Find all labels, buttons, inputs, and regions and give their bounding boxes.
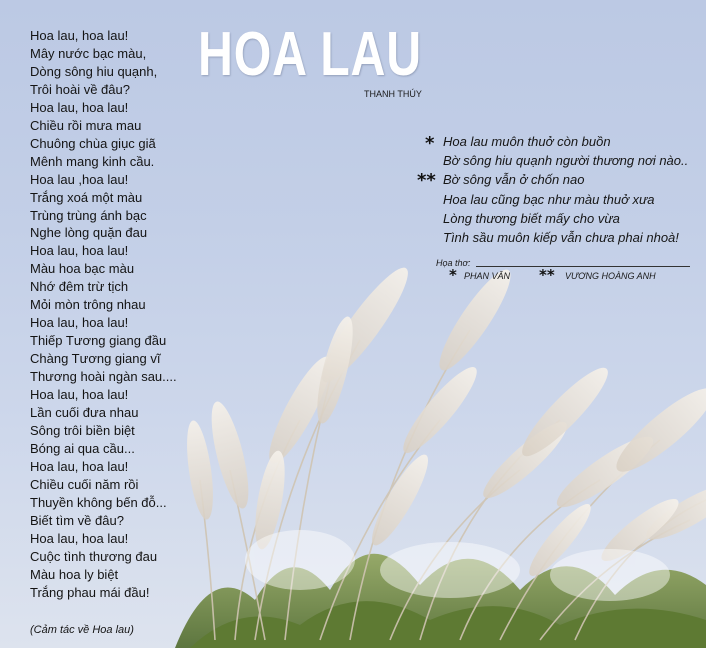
poem-line: Màu hoa bạc màu xyxy=(30,261,135,277)
poem-line: Sông trôi biền biệt xyxy=(30,422,135,438)
poem-line: Màu hoa ly biệt xyxy=(30,566,119,582)
poem-line: Chiều cuối năm rồi xyxy=(30,476,139,492)
poem-line: Nghe lòng quặn đau xyxy=(30,225,148,241)
author-name: THANH THÚY xyxy=(364,89,422,99)
poem-line: Bóng ai qua cầu... xyxy=(30,440,135,456)
poem-line: Chàng Tương giang vĩ xyxy=(30,351,161,367)
response-line: Bờ sông hiu quạnh người thương nơi nào.. xyxy=(443,153,689,169)
poem-line: Mênh mang kinh cầu. xyxy=(30,153,155,169)
poem-line: Hoa lau, hoa lau! xyxy=(30,530,129,546)
poem-line: Thuyền không bến đỗ... xyxy=(30,494,167,510)
response-line: Bờ sông vẫn ở chốn nao xyxy=(443,172,585,188)
poem-line: Thiếp Tương giang đầu xyxy=(30,333,167,349)
poem-line: Hoa lau, hoa lau! xyxy=(30,315,129,331)
poem-line: Dòng sông hiu quạnh, xyxy=(30,63,158,79)
poem-body xyxy=(30,27,177,602)
single-star-marker: * xyxy=(449,266,457,284)
poem-line: Trắng xoá một màu xyxy=(30,189,143,205)
double-star-marker: ** xyxy=(539,266,555,284)
poem-line: Hoa lau, hoa lau! xyxy=(30,387,129,403)
response-poem xyxy=(443,132,688,247)
response-line: Hoa lau cũng bạc như màu thuở xưa xyxy=(443,191,655,207)
poem-caption: (Cảm tác về Hoa lau) xyxy=(30,624,134,636)
signature-vuong-hoang-anh: VƯƠNG HOÀNG ANH xyxy=(565,271,656,281)
poem-line: Trùng trùng ánh bạc xyxy=(30,207,147,223)
signature-phan-van: PHAN VÂN xyxy=(464,271,511,281)
poem-line: Hoa lau, hoa lau! xyxy=(30,99,129,115)
poem-line: Hoa lau, hoa lau! xyxy=(30,28,129,43)
poem-line: Trắng phau mái đầu! xyxy=(30,584,150,600)
poem-line: Thương hoài ngàn sau.... xyxy=(30,369,177,385)
response-line: Lòng thương biết mấy cho vừa xyxy=(443,210,620,226)
signature-rule xyxy=(476,266,690,267)
poem-line: Hoa lau ,hoa lau! xyxy=(30,171,129,187)
poem-line: Trôi hoài về đâu? xyxy=(30,81,130,97)
single-star-marker: * xyxy=(425,133,435,154)
poem-line: Hoa lau, hoa lau! xyxy=(30,243,129,259)
poem-line: Lần cuối đưa nhau xyxy=(30,405,139,421)
poem-line: Mây nước bạc màu, xyxy=(30,45,147,61)
response-line: Tình sầu muôn kiếp vẫn chưa phai nhoà! xyxy=(443,230,679,246)
poem-line: Nhớ đêm trừ tịch xyxy=(30,279,129,295)
poem-line: Hoa lau, hoa lau! xyxy=(30,458,129,474)
poem-line: Mỏi mòn trông nhau xyxy=(30,297,146,313)
double-star-marker: ** xyxy=(417,170,436,191)
response-line: Hoa lau muôn thuở còn buồn xyxy=(443,134,611,149)
poem-line: Chiều rồi mưa mau xyxy=(30,117,142,133)
poem-line: Cuộc tình thương đau xyxy=(30,548,158,564)
poem-line: Chuông chùa giục giã xyxy=(30,135,156,151)
poem-line: Biết tìm về đâu? xyxy=(30,512,124,528)
hoa-tho-label: Họa thơ: xyxy=(436,258,471,268)
poem-title: HOA LAU xyxy=(198,20,422,89)
